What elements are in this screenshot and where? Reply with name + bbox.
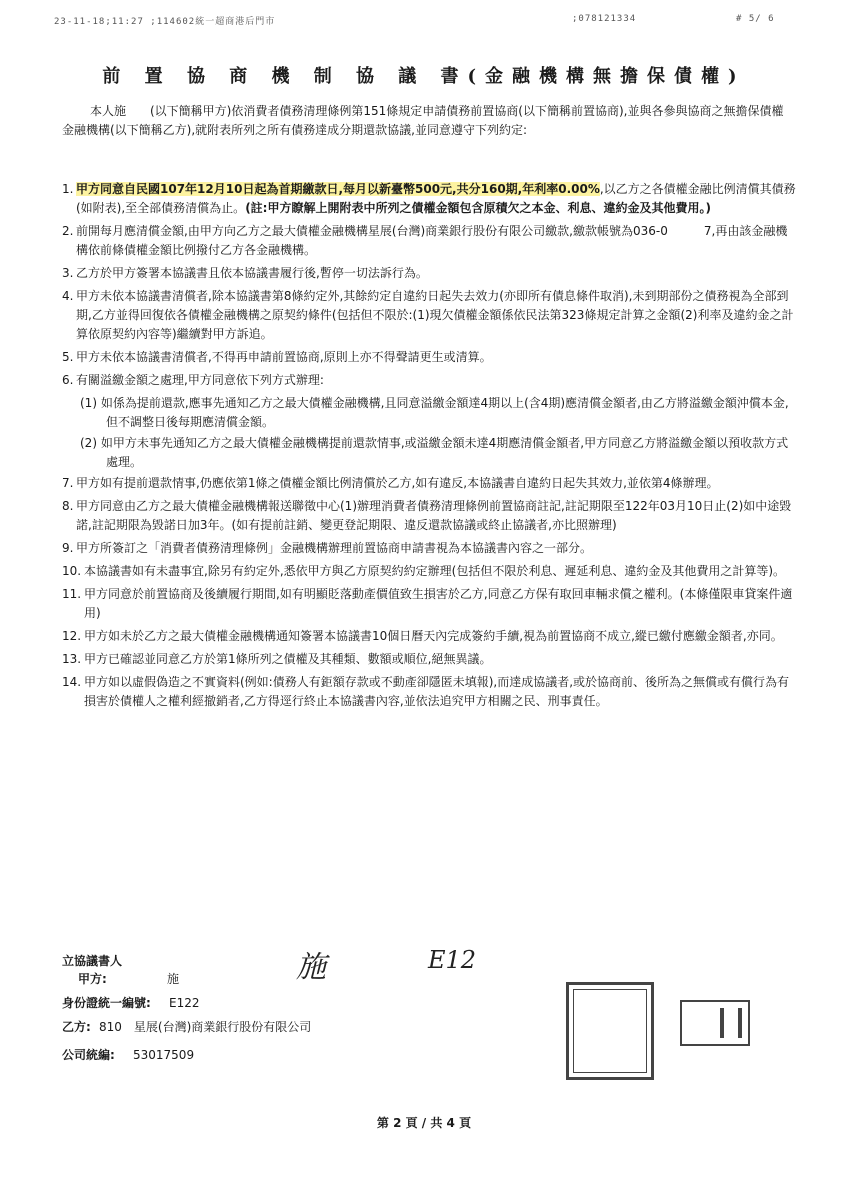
- clause-number: 14.: [62, 675, 82, 689]
- clause-text: 甲方如有提前還款情事,仍應依第1條之債權金額比例清償於乙方,如有違反,本協議書自違約日起失其效力,並依第4條辦理。: [76, 476, 719, 490]
- highlighted-terms: 甲方同意自民國107年12月10日起為首期繳款日,每月以新臺幣500元,共分160期,年利率0.00%: [76, 182, 600, 196]
- clause-text: 前開每月應清償金額,由甲方向乙方之最大債權金融機構星展(台灣)商業銀行股份有限公司繳款,繳款帳號為036-0 7,再由該金融機構依前條債權金額比例撥付乙方各金融機構。: [76, 224, 788, 257]
- handwritten-signature: 施: [296, 950, 326, 985]
- clause-number: 3.: [62, 266, 74, 280]
- clause-number: 10.: [62, 564, 82, 578]
- clause-number: 1.: [62, 182, 74, 196]
- clause-number: 5.: [62, 350, 74, 364]
- page-footer: 第 2 頁 / 共 4 頁: [376, 1116, 472, 1130]
- party-a-name: 施: [167, 972, 180, 986]
- clause-11: [62, 585, 796, 623]
- clause-3: [62, 264, 796, 283]
- party-b-label: 乙方:: [62, 1020, 91, 1034]
- clause-text: 甲方如未於乙方之最大債權金融機構通知簽署本協議書10個日曆天內完成簽約手續,視為前置協商不成立,縱已繳付應繳金額者,亦同。: [84, 629, 783, 643]
- clause-text: 甲方已確認並同意乙方於第1條所列之債權及其種類、數額或順位,絕無異議。: [84, 652, 492, 666]
- clause-1: [62, 180, 796, 218]
- clause-14: [62, 673, 796, 711]
- company-id-row: [62, 1046, 194, 1063]
- clause-number: 11.: [62, 587, 82, 601]
- clause-text: 甲方如以虛假偽造之不實資料(例如:債務人有鉅額存款或不動產卻隱匿未填報),而達成協議者,或於協商前、後所為之無償或有償行為有損害於債權人之權利經撤銷者,乙方得逕行終止本協議書內容,並依法追究甲方相關之民、刑事責任。: [84, 675, 790, 708]
- signatory-heading: 立協議書人: [62, 954, 123, 968]
- clause-number: 12.: [62, 629, 82, 643]
- clause-5: [62, 348, 796, 367]
- clause-9: [62, 539, 796, 558]
- fax-header-page: # 5/ 6: [736, 14, 775, 24]
- clause-text: 甲方同意於前置協商及後續履行期間,如有明顯貶落動產價值致生損害於乙方,同意乙方保有取回車輛求償之權利。(本條僅限車貸案件適用): [84, 587, 793, 620]
- company-id-label: 公司統編:: [62, 1048, 115, 1062]
- id-label: 身份證統一編號:: [62, 996, 151, 1010]
- clause-number: 8.: [62, 499, 74, 513]
- clause-text: 本協議書如有未盡事宜,除另有約定外,悉依甲方與乙方原契約約定辦理(包括但不限於利息、遲延利息、違約金及其他費用之計算等)。: [84, 564, 785, 578]
- clause-list: [62, 180, 796, 715]
- clause-text: 乙方於甲方簽署本協議書且依本協議書履行後,暫停一切法訴行為。: [76, 266, 428, 280]
- party-a-row: [78, 970, 179, 987]
- clause-note: (註:甲方瞭解上開附表中所列之債權金額包含原積欠之本金、利息、違約金及其他費用。): [245, 201, 711, 215]
- fax-header-number: ;078121334: [572, 14, 637, 24]
- clause-text: 甲方未依本協議書清償者,除本協議書第8條約定外,其餘約定自違約日起失去效力(亦即所有債息條件取消),未到期部份之債務視為全部到期,乙方並得回復依各債權金融機構之原契約條件(包括但不限於:(1)現欠債權金額係依民法第323條規定計算之金額(2)利率及違約金之計算依原契約內容等)繼續對甲方訴追。: [76, 289, 794, 341]
- clause-6-sub-1: (1) 如係為提前還款,應事先通知乙方之最大債權金融機構,且同意溢繳金額達4期以上(含4期)應清償金額者,由乙方將溢繳金額沖償本金,但不調整日後每期應清償金額。: [80, 396, 789, 429]
- clause-number: 4.: [62, 289, 74, 303]
- clause-text: 甲方同意由乙方之最大債權金融機構報送聯徵中心(1)辦理消費者債務清理條例前置協商註記,註記期限至122年03月10日止(2)如中途毀諾,註記期限為毀諾日加3年。(如有提前註銷、變更登記期限、違反還款協議或終止協議者,亦比照辦理): [76, 499, 792, 532]
- document-title: 前 置 協 商 機 制 協 議 書(金融機構無擔保債權): [102, 66, 746, 87]
- handwritten-id: E12: [428, 946, 477, 974]
- clause-number: 13.: [62, 652, 82, 666]
- clause-7: [62, 474, 796, 493]
- clause-text: 甲方未依本協議書清償者,不得再申請前置協商,原則上亦不得聲請更生或清算。: [76, 350, 492, 364]
- party-b-name: 810 星展(台灣)商業銀行股份有限公司: [99, 1020, 312, 1034]
- clause-number: 9.: [62, 541, 74, 555]
- clause-number: 7.: [62, 476, 74, 490]
- clause-number: 2.: [62, 224, 74, 238]
- clause-text: 甲方所簽訂之「消費者債務清理條例」金融機構辦理前置協商申請書視為本協議書內容之一部分。: [76, 541, 593, 555]
- id-value: E122: [169, 996, 200, 1010]
- clause-12: [62, 627, 796, 646]
- company-seal-stamp: [680, 1000, 750, 1046]
- clause-text: 有關溢繳金額之處理,甲方同意依下列方式辦理:: [76, 373, 324, 387]
- bank-seal-stamp: [566, 982, 654, 1080]
- clause-8: [62, 497, 796, 535]
- clause-6-sub-2: (2) 如甲方未事先通知乙方之最大債權金融機構提前還款情事,或溢繳金額未達4期應清償金額者,甲方同意乙方將溢繳金額以預收款方式處理。: [80, 436, 789, 469]
- clause-4: [62, 287, 796, 344]
- clause-2: [62, 222, 796, 260]
- clause-text: ,以乙方之各債權金融比例清償其債務(如附表),至全部債務清償為止。: [76, 182, 796, 215]
- intro-paragraph: 本人施 (以下簡稱甲方)依消費者債務清理條例第151條規定申請債務前置協商(以下簡稱前置協商),並與各參與協商之無擔保債權金融機構(以下簡稱乙方),就附表所列之所有債務達成分期還款協議,並同意遵守下列約定:: [62, 104, 784, 137]
- party-a-label: 甲方:: [78, 972, 107, 986]
- company-id-value: 53017509: [133, 1048, 195, 1062]
- clause-13: [62, 650, 796, 669]
- fax-header-left: 23-11-18;11:27 ;114602統一超商港后門市: [54, 17, 276, 27]
- clause-10: [62, 562, 796, 581]
- party-b-row: [62, 1018, 311, 1035]
- clause-6: [62, 371, 796, 390]
- id-row: [62, 994, 200, 1011]
- clause-number: 6.: [62, 373, 74, 387]
